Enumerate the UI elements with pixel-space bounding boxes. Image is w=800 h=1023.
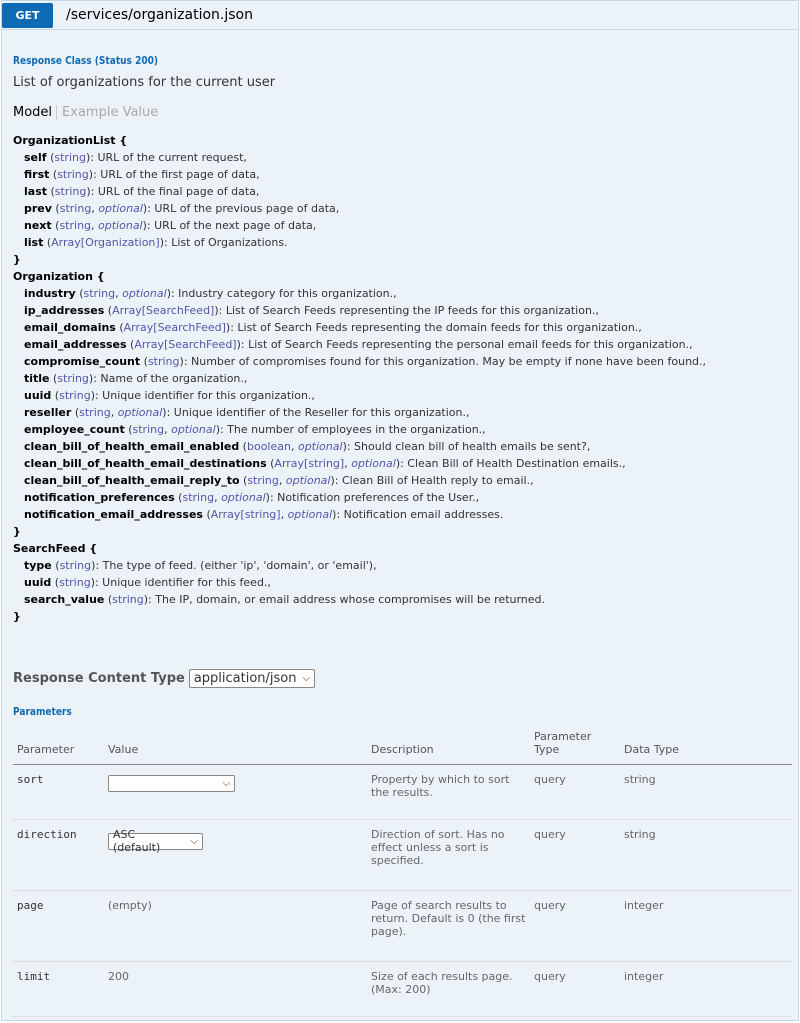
property-description: : Should clean bill of health emails be sent?, xyxy=(346,440,591,453)
param-value-cell xyxy=(104,765,367,820)
property-name: email_domains xyxy=(24,321,116,334)
param-row-page xyxy=(13,891,792,962)
property-name: list xyxy=(24,236,44,249)
property-name: compromise_count xyxy=(24,355,141,368)
col-header-parameter-type: Parameter Type xyxy=(530,727,620,765)
model-property: uuid (string): Unique identifier for this organization., xyxy=(24,389,315,402)
model-property: title (string): Name of the organization., xyxy=(24,372,248,385)
model-property: clean_bill_of_health_email_enabled (boolean, optional): Should clean bill of health emails be sent?, xyxy=(24,440,591,453)
property-description: : The number of employees in the organization., xyxy=(219,423,486,436)
property-name: notification_email_addresses xyxy=(24,508,203,521)
property-description: : URL of the next page of data, xyxy=(146,219,317,232)
param-type: query xyxy=(530,820,620,891)
property-name: self xyxy=(24,151,47,164)
response-content-type-select[interactable] xyxy=(189,669,315,688)
model-property: next (string, optional): URL of the next page of data, xyxy=(24,219,317,232)
model-property: clean_bill_of_health_email_destinations (Array[string], optional): Clean Bill of Health Destination emails., xyxy=(24,457,626,470)
property-type: string xyxy=(83,287,116,300)
tab-example-value[interactable]: Example Value xyxy=(62,105,159,120)
limit-input[interactable]: 200 xyxy=(104,962,367,1017)
response-class-title: Response Class (Status 200) xyxy=(13,54,159,67)
property-name: first xyxy=(24,168,50,181)
property-description: : URL of the current request, xyxy=(90,151,247,164)
model-property: email_addresses (Array[SearchFeed]): List of Search Feeds representing the personal email feeds for this organization., xyxy=(24,338,693,351)
parameters-table xyxy=(13,727,792,1017)
model-property: list (Array[Organization]): List of Organizations. xyxy=(24,236,288,249)
col-header-parameter: Parameter xyxy=(13,727,104,765)
property-description: : URL of the first page of data, xyxy=(93,168,260,181)
property-type: string xyxy=(182,491,215,504)
model-property: compromise_count (string): Number of compromises found for this organization. May be empty if none have been found., xyxy=(24,355,707,368)
response-content-type xyxy=(13,669,315,688)
parameters-title: Parameters xyxy=(13,705,72,718)
param-data-type: string xyxy=(620,820,792,891)
model-property: ip_addresses (Array[SearchFeed]): List of Search Feeds representing the IP feeds for this organization., xyxy=(24,304,599,317)
chevron-down-icon: ⌵ xyxy=(222,777,230,789)
model-close-brace: } xyxy=(13,525,21,538)
property-description: : Unique identifier for this feed., xyxy=(94,576,271,589)
property-optional: optional xyxy=(297,440,343,453)
property-optional: optional xyxy=(351,457,396,470)
property-name: ip_addresses xyxy=(24,304,105,317)
direction-select[interactable] xyxy=(108,828,203,854)
property-type: Array[SearchFeed] xyxy=(134,338,237,351)
col-header-description: Description xyxy=(367,727,530,765)
model-property: reseller (string, optional): Unique identifier of the Reseller for this organization., xyxy=(24,406,470,419)
model-property: last (string): URL of the final page of data, xyxy=(24,185,260,198)
property-description: : List of Organizations. xyxy=(164,236,288,249)
chevron-down-icon: ⌵ xyxy=(302,673,311,684)
property-description: : Notification preferences of the User., xyxy=(269,491,480,504)
property-type: string xyxy=(59,559,92,572)
property-description: : The IP, domain, or email address whose compromises will be returned. xyxy=(148,593,546,606)
property-description: : URL of the previous page of data, xyxy=(147,202,340,215)
param-name: sort xyxy=(13,765,104,820)
property-type: string xyxy=(59,389,91,402)
param-row-limit xyxy=(13,962,792,1017)
chevron-down-icon: ⌵ xyxy=(190,835,198,847)
param-description: Size of each results page. (Max: 200) xyxy=(367,962,530,1017)
param-name: limit xyxy=(13,962,104,1017)
property-type: string xyxy=(57,168,89,181)
property-optional: optional xyxy=(117,406,163,419)
property-type: string xyxy=(59,202,92,215)
operation-panel xyxy=(1,0,799,1021)
property-name: uuid xyxy=(24,389,52,402)
model-property: notification_email_addresses (Array[string], optional): Notification email addresses. xyxy=(24,508,504,521)
param-name: direction xyxy=(13,820,104,891)
property-type: string xyxy=(247,474,279,487)
col-header-value: Value xyxy=(104,727,367,765)
param-row-sort xyxy=(13,765,792,820)
sort-select[interactable] xyxy=(108,775,235,792)
property-description: : The type of feed. (either 'ip', 'domain', or 'email'), xyxy=(95,559,377,572)
page-input[interactable]: (empty) xyxy=(104,891,367,962)
param-name: page xyxy=(13,891,104,962)
property-description: : Clean Bill of Health reply to email., xyxy=(334,474,534,487)
model-name: SearchFeed { xyxy=(13,542,98,555)
property-type: string xyxy=(79,406,111,419)
endpoint-path[interactable]: /services/organization.json xyxy=(66,7,253,23)
property-type: Array[string] xyxy=(210,508,281,521)
tab-model[interactable]: Model xyxy=(13,105,57,120)
model-close-brace: } xyxy=(13,253,21,266)
operation-header[interactable] xyxy=(2,1,798,30)
property-type: string xyxy=(57,372,89,385)
model-property: clean_bill_of_health_email_reply_to (string, optional): Clean Bill of Health reply to email., xyxy=(24,474,534,487)
property-type: string xyxy=(132,423,165,436)
property-name: employee_count xyxy=(24,423,125,436)
model-property: email_domains (Array[SearchFeed]): List of Search Feeds representing the domain feeds for this organization., xyxy=(24,321,642,334)
response-content-type-value: application/json xyxy=(193,671,297,686)
property-optional: optional xyxy=(122,287,167,300)
property-type: Array[Organization] xyxy=(51,236,160,249)
property-optional: optional xyxy=(98,219,143,232)
param-value-cell xyxy=(104,820,367,891)
param-description: Property by which to sort the results. xyxy=(367,765,530,820)
property-name: reseller xyxy=(24,406,72,419)
property-description: : Unique identifier for this organization., xyxy=(94,389,315,402)
property-type: string xyxy=(147,355,180,368)
property-description: : Industry category for this organization., xyxy=(170,287,397,300)
param-data-type: string xyxy=(620,765,792,820)
property-type: string xyxy=(59,576,91,589)
param-type: query xyxy=(530,765,620,820)
property-name: prev xyxy=(24,202,52,215)
property-description: : Notification email addresses. xyxy=(336,508,504,521)
model-property: uuid (string): Unique identifier for this feed., xyxy=(24,576,271,589)
param-type: query xyxy=(530,962,620,1017)
property-optional: optional xyxy=(171,423,216,436)
property-type: string xyxy=(54,185,87,198)
property-name: email_addresses xyxy=(24,338,127,351)
property-description: : Name of the organization., xyxy=(93,372,248,385)
property-name: clean_bill_of_health_email_reply_to xyxy=(24,474,240,487)
property-optional: optional xyxy=(287,508,333,521)
property-type: string xyxy=(59,219,92,232)
property-description: : Unique identifier of the Reseller for this organization., xyxy=(166,406,470,419)
property-name: uuid xyxy=(24,576,52,589)
param-data-type: integer xyxy=(620,962,792,1017)
property-name: clean_bill_of_health_email_enabled xyxy=(24,440,240,453)
model-property: notification_preferences (string, optional): Notification preferences of the User., xyxy=(24,491,480,504)
model-name: OrganizationList { xyxy=(13,134,128,147)
property-description: : URL of the final page of data, xyxy=(90,185,260,198)
property-type: Array[string] xyxy=(274,457,345,470)
property-optional: optional xyxy=(285,474,331,487)
param-data-type: integer xyxy=(620,891,792,962)
property-type: string xyxy=(112,593,144,606)
model-property: self (string): URL of the current request, xyxy=(24,151,247,164)
model-close-brace: } xyxy=(13,610,21,623)
property-name: clean_bill_of_health_email_destinations xyxy=(24,457,267,470)
property-name: next xyxy=(24,219,52,232)
property-optional: optional xyxy=(221,491,266,504)
property-name: notification_preferences xyxy=(24,491,175,504)
model-property: employee_count (string, optional): The number of employees in the organization., xyxy=(24,423,486,436)
response-content-type-label: Response Content Type xyxy=(13,671,185,686)
http-method-badge[interactable]: GET xyxy=(2,3,53,28)
property-name: last xyxy=(24,185,47,198)
property-name: industry xyxy=(24,287,76,300)
param-row-direction xyxy=(13,820,792,891)
param-description: Page of search results to return. Default is 0 (the first page). xyxy=(367,891,530,962)
property-name: search_value xyxy=(24,593,105,606)
property-description: : List of Search Feeds representing the personal email feeds for this organization., xyxy=(240,338,693,351)
response-class-description: List of organizations for the current user xyxy=(13,75,276,90)
model-property: first (string): URL of the first page of data, xyxy=(24,168,260,181)
property-type: string xyxy=(54,151,86,164)
col-header-data-type: Data Type xyxy=(620,727,792,765)
property-description: : Number of compromises found for this organization. May be empty if none have been found., xyxy=(183,355,707,368)
model-schema xyxy=(13,132,793,625)
direction-select-value: ASC (default) xyxy=(113,828,161,854)
model-name: Organization { xyxy=(13,270,105,283)
property-description: : Clean Bill of Health Destination emails., xyxy=(400,457,626,470)
property-optional: optional xyxy=(98,202,143,215)
model-tabs xyxy=(13,105,158,120)
param-description: Direction of sort. Has no effect unless a sort is specified. xyxy=(367,820,530,891)
property-description: : List of Search Feeds representing the IP feeds for this organization., xyxy=(218,304,599,317)
property-type: boolean xyxy=(246,440,291,453)
property-name: title xyxy=(24,372,50,385)
param-type: query xyxy=(530,891,620,962)
model-property: prev (string, optional): URL of the previous page of data, xyxy=(24,202,340,215)
property-type: Array[SearchFeed] xyxy=(123,321,226,334)
property-type: Array[SearchFeed] xyxy=(112,304,215,317)
property-description: : List of Search Feeds representing the domain feeds for this organization., xyxy=(230,321,642,334)
model-property: search_value (string): The IP, domain, or email address whose compromises will be returned. xyxy=(24,593,546,606)
property-name: type xyxy=(24,559,52,572)
model-property: type (string): The type of feed. (either 'ip', 'domain', or 'email'), xyxy=(24,559,377,572)
model-property: industry (string, optional): Industry category for this organization., xyxy=(24,287,397,300)
